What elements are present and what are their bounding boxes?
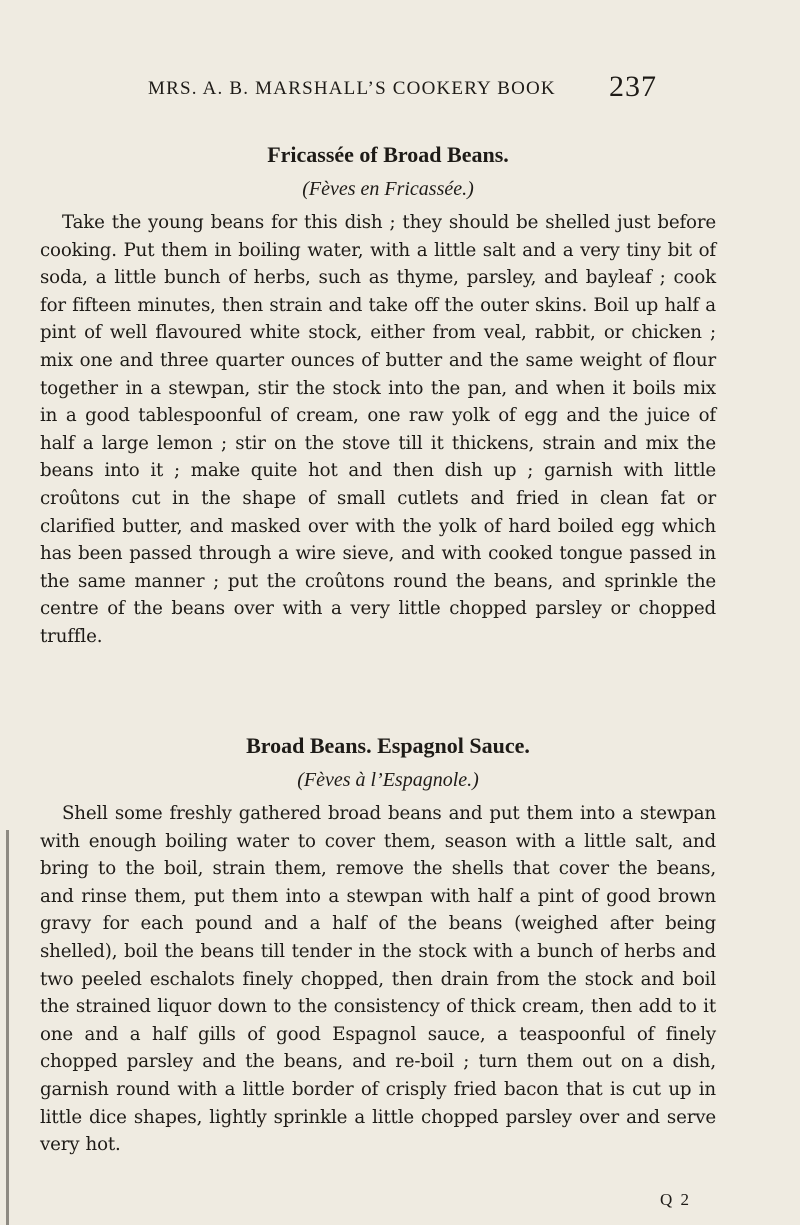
recipe-broad-beans-espagnol [40, 733, 716, 1159]
running-head [148, 70, 657, 110]
recipe-title: Fricassée of Broad Beans. [267, 142, 509, 167]
recipe-subtitle: (Fèves à l’Espagnole.) [297, 769, 479, 791]
running-head-title: MRS. A. B. MARSHALL’S COOKERY BOOK [148, 78, 556, 99]
binding-edge-shadow [6, 830, 9, 1225]
recipe-subtitle: (Fèves en Fricassée.) [302, 178, 474, 200]
signature-mark: Q 2 [660, 1190, 692, 1209]
page-number: 237 [609, 70, 657, 103]
recipe-title: Broad Beans. Espagnol Sauce. [246, 733, 530, 758]
recipe-body: Shell some freshly gathered broad beans and put them into a stewpan with enough boiling water to cover them, season with a little salt, and bring to the boil, strain them, remove the shells that cover the beans, and rinse them, put them into a stewpan with half a pint of good brown gravy for each pound and a half of the beans (weighed after being shelled), boil the beans till tender in the stock with a bunch of herbs and two peeled eschalots finely chopped, then drain from the stock and boil the strained liquor down to the consistency of thick cream, then add to it one and a half gills of good Espagnol sauce, a teaspoonful of finely chopped parsley and the beans, and re-boil ; turn them out on a dish, garnish round with a little border of crisply fried bacon that is cut up in little dice shapes, lightly sprinkle a little chopped parsley over and serve very hot. [40, 803, 716, 1156]
recipe-body: Take the young beans for this dish ; they should be shelled just before cooking. Put them in boiling water, with a little salt and a very tiny bit of soda, a little bunch of herbs, such as thyme, parsley, and bayleaf ; cook for fifteen minutes, then strain and take off the outer skins. Boil up half a pint of well flavoured white stock, either from veal, rabbit, or chicken ; mix one and three quarter ounces of butter and the same weight of flour together in a stewpan, stir the stock into the pan, and when it boils mix in a good tablespoonful of cream, one raw yolk of egg and the juice of half a large lemon ; stir on the stove till it thickens, strain and mix the beans into it ; make quite hot and then dish up ; garnish with little croûtons cut in the shape of small cutlets and fried in clean fat or clarified butter, and masked over with the yolk of hard boiled egg which has been passed through a wire sieve, and with cooked tongue passed in the same manner ; put the croûtons round the beans, and sprinkle the centre of the beans over with a very little chopped parsley or chopped truffle. [40, 212, 716, 647]
recipe-fricassee-broad-beans [40, 142, 716, 651]
